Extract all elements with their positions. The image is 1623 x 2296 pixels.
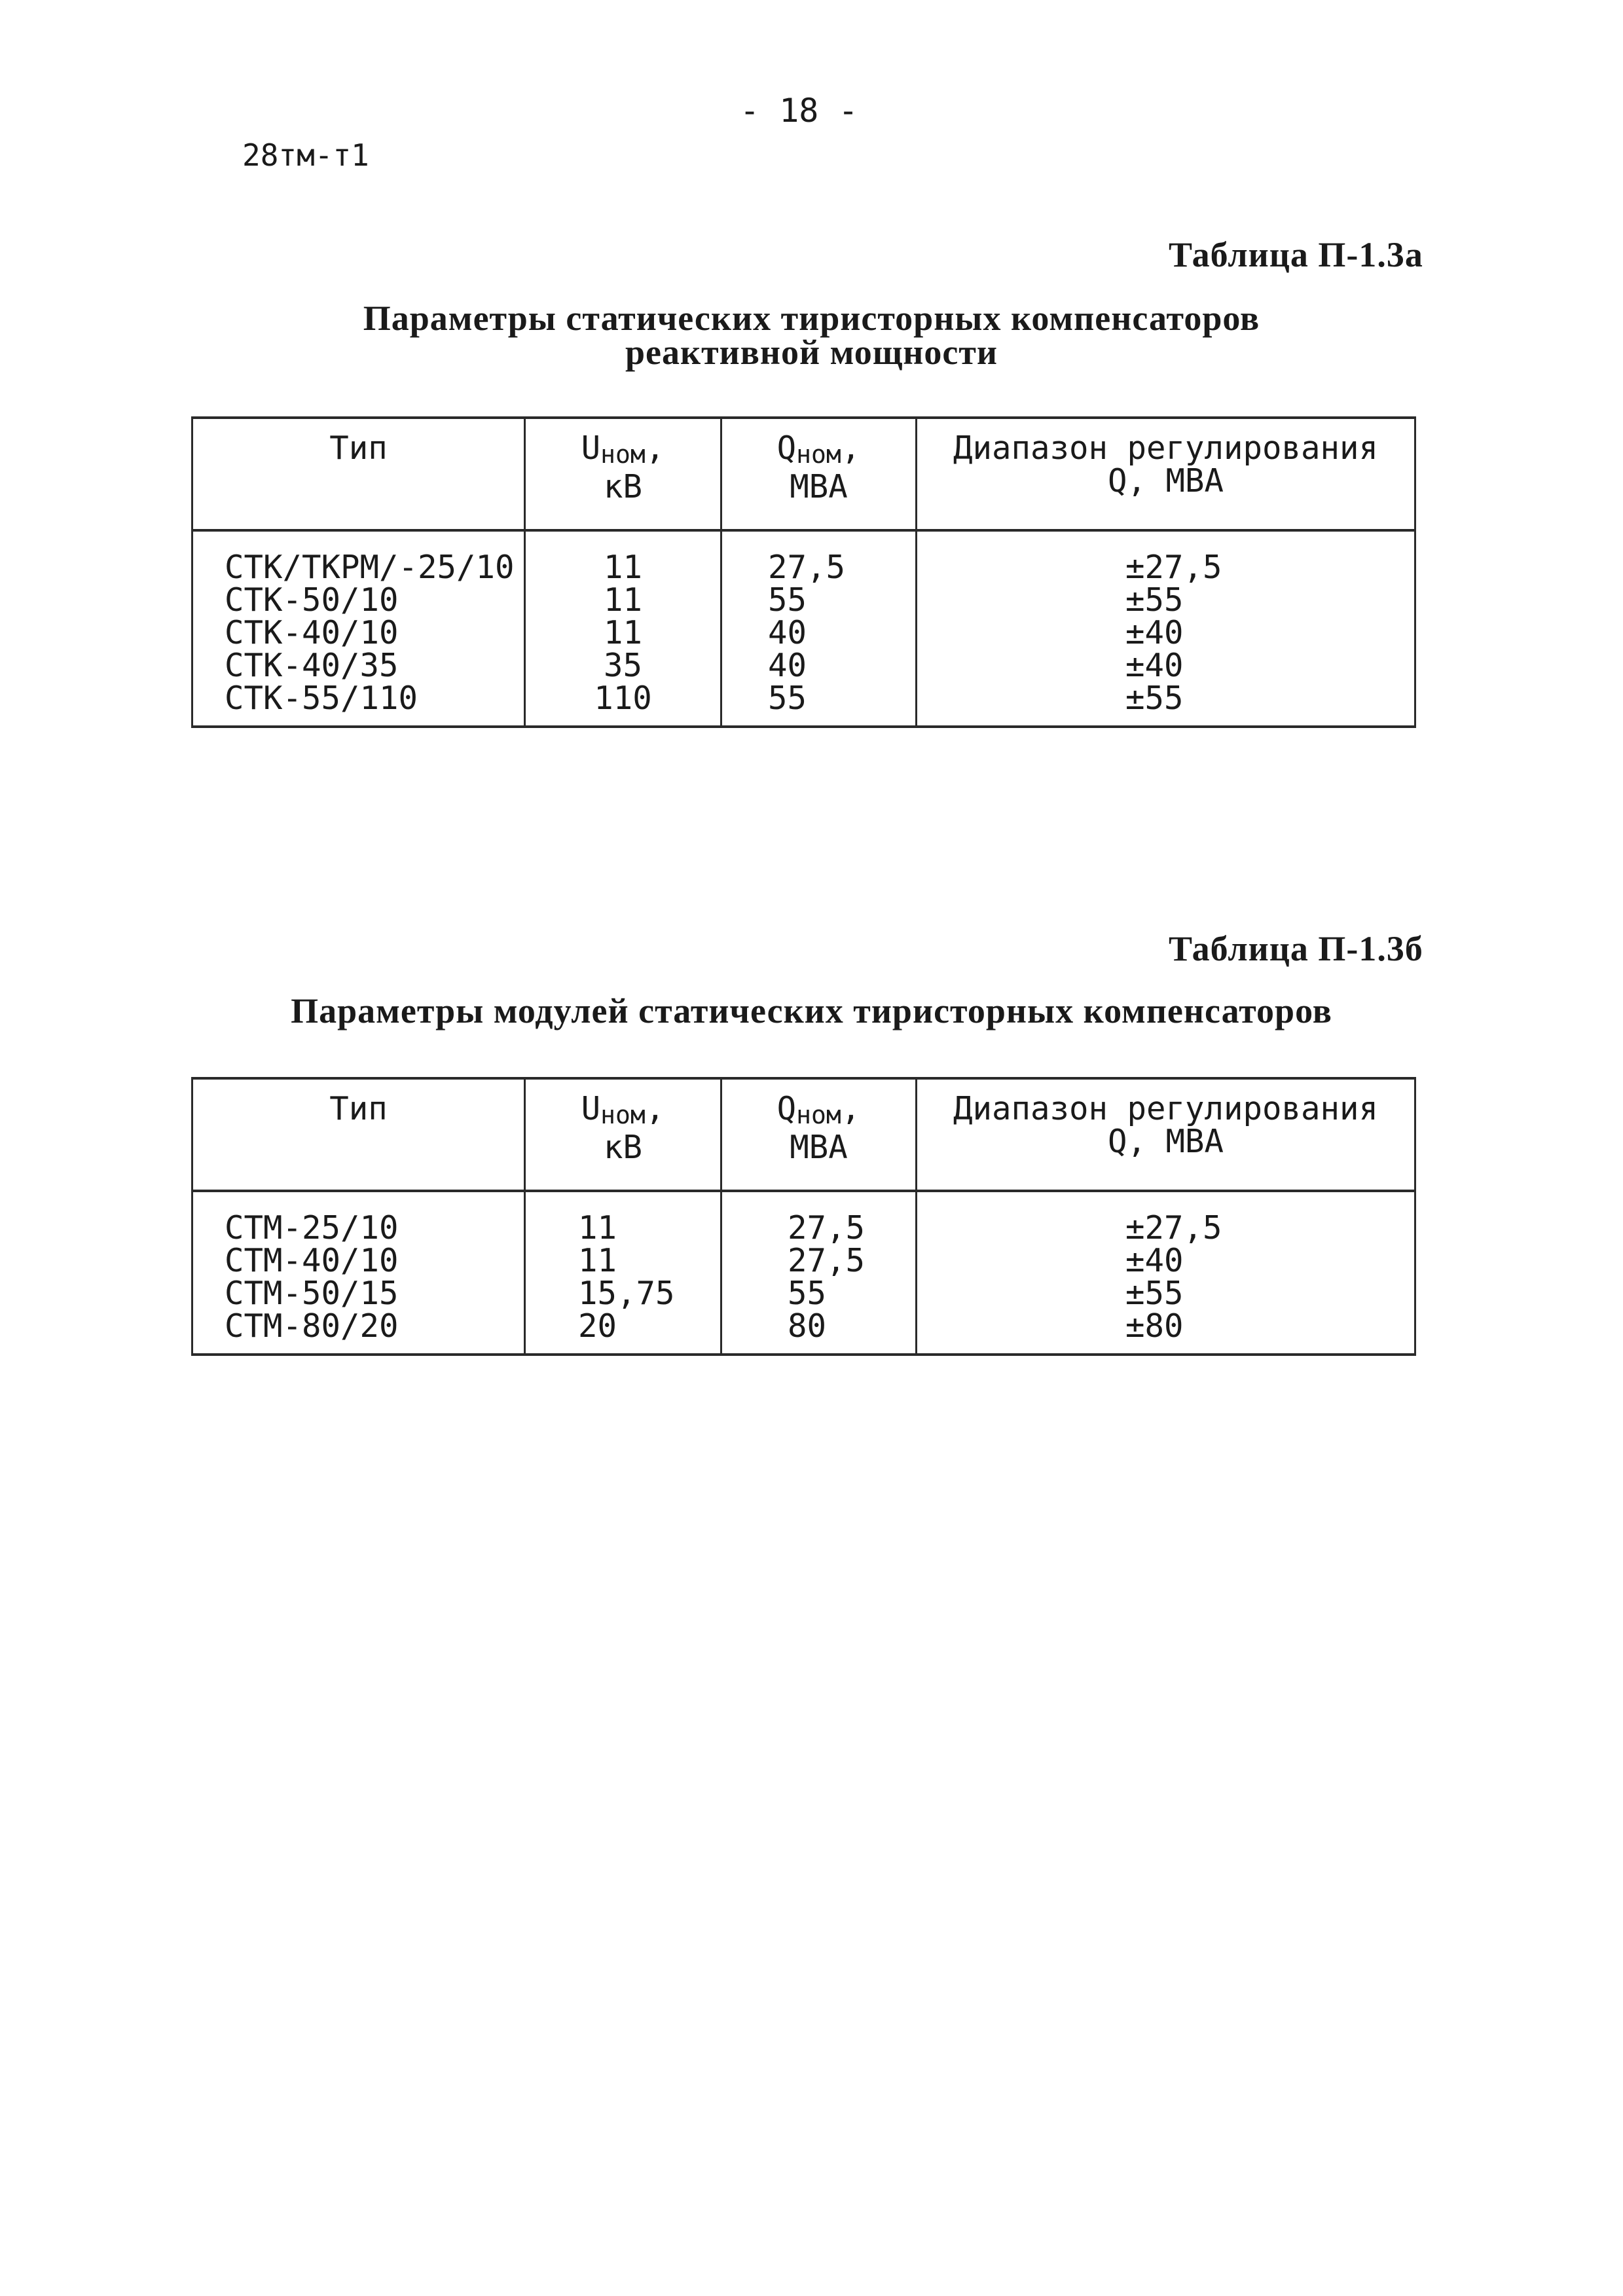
table-1-power-5: 55 — [768, 680, 807, 717]
table-1-range-cell — [917, 530, 1415, 727]
table-2-header-type: Тип — [192, 1078, 525, 1191]
table-2-power-4: 80 — [788, 1307, 827, 1345]
table-1-voltage-1: 11 — [603, 549, 642, 586]
voltage-symbol: U — [581, 1090, 601, 1127]
table-2-type-1: СТМ-25/10 — [225, 1209, 399, 1247]
table-2-type-2: СТМ-40/10 — [225, 1242, 399, 1279]
table-1-title-line-2: реактивной мощности — [625, 333, 998, 372]
power-symbol: Q — [776, 429, 797, 467]
table-2-label: Таблица П-1.3б — [1169, 929, 1423, 968]
table-1-type-4: СТК-40/35 — [225, 647, 399, 684]
voltage-subscript: ном — [600, 1101, 646, 1129]
voltage-unit: кВ — [603, 1129, 642, 1166]
table-1-range-1: ±27,5 — [1125, 549, 1222, 586]
table-1-header-range — [917, 418, 1415, 530]
voltage-unit: кВ — [603, 468, 642, 505]
table-2-type-3: СТМ-50/15 — [225, 1275, 399, 1312]
range-header-line-2: Q, МВА — [1107, 462, 1224, 500]
table-2-range-1: ±27,5 — [1125, 1209, 1222, 1247]
table-2-voltage-1: 11 — [578, 1209, 617, 1247]
table-1-type-3: СТК-40/10 — [225, 614, 399, 651]
table-1-title — [0, 299, 1623, 372]
table-2-type-4: СТМ-80/20 — [225, 1307, 399, 1345]
table-1-label: Таблица П-1.3а — [1169, 235, 1423, 274]
table-2-header-row — [192, 1078, 1415, 1191]
table-1-header-power: $Q_{ном}$, МВА — [721, 418, 917, 530]
table-2-power-2: 27,5 — [788, 1242, 866, 1279]
table-1-range-3: ±40 — [1125, 614, 1184, 651]
table-1-range-5: ±55 — [1125, 680, 1184, 717]
table-2-voltage-4: 20 — [578, 1307, 617, 1345]
table-1-type-2: СТК-50/10 — [225, 581, 399, 619]
range-header-line-1: Диапазон регулирования — [953, 1090, 1378, 1127]
table-1-type-cell — [192, 530, 525, 727]
table-1-range-2: ±55 — [1125, 581, 1184, 619]
table-1-power-1: 27,5 — [768, 549, 846, 586]
table-2-voltage-cell — [525, 1191, 721, 1355]
table-2-header-power: $Q_{ном}$, МВА — [721, 1078, 917, 1191]
table-2-header-voltage: $U_{ном}$, кВ — [525, 1078, 721, 1191]
table-1-voltage-3: 11 — [603, 614, 642, 651]
table-1-power-3: 40 — [768, 614, 807, 651]
power-subscript: ном — [796, 440, 841, 469]
table-1 — [191, 416, 1416, 728]
range-header-line-1: Диапазон регулирования — [953, 429, 1378, 467]
table-1-voltage-cell — [525, 530, 721, 727]
table-1-voltage-2: 11 — [603, 581, 642, 619]
table-1-type-5: СТК-55/110 — [225, 680, 418, 717]
table-1-voltage-5: 110 — [594, 680, 652, 717]
table-2-title — [0, 991, 1623, 1030]
table-1-header-type: Тип — [192, 418, 525, 530]
table-1-range-4: ±40 — [1125, 647, 1184, 684]
range-header-line-2: Q, МВА — [1107, 1123, 1224, 1160]
table-2-voltage-2: 11 — [578, 1242, 617, 1279]
document-code: 28тм-т1 — [242, 137, 369, 173]
table-1-power-4: 40 — [768, 647, 807, 684]
voltage-subscript: ном — [600, 440, 646, 469]
voltage-symbol: U — [581, 429, 601, 467]
table-2-voltage-3: 15,75 — [578, 1275, 675, 1312]
table-2-range-3: ±55 — [1125, 1275, 1184, 1312]
table-2-body-row — [192, 1191, 1415, 1355]
power-unit: МВА — [790, 468, 848, 505]
power-unit: МВА — [790, 1129, 848, 1166]
table-2-power-3: 55 — [788, 1275, 827, 1312]
table-1-body-row — [192, 530, 1415, 727]
table-2-header-range — [917, 1078, 1415, 1191]
table-2-title-line-1: Параметры модулей статических тиристорных компенсаторов — [291, 991, 1332, 1030]
table-2-range-cell — [917, 1191, 1415, 1355]
table-2 — [191, 1077, 1416, 1356]
table-1-voltage-4: 35 — [603, 647, 642, 684]
table-2-power-cell — [721, 1191, 917, 1355]
table-2-range-2: ±40 — [1125, 1242, 1184, 1279]
table-1-header-row — [192, 418, 1415, 530]
table-1-power-2: 55 — [768, 581, 807, 619]
page-number: - 18 - — [740, 92, 858, 130]
table-2-type-cell — [192, 1191, 525, 1355]
table-2-range-4: ±80 — [1125, 1307, 1184, 1345]
table-1-type-1: СТК/ТКРМ/-25/10 — [225, 549, 515, 586]
table-1-title-line-1: Параметры статических тиристорных компенсаторов — [363, 299, 1260, 338]
power-symbol: Q — [776, 1090, 797, 1127]
power-subscript: ном — [796, 1101, 841, 1129]
table-1-header-voltage: $U_{ном}$, кВ — [525, 418, 721, 530]
table-2-power-1: 27,5 — [788, 1209, 866, 1247]
table-1-power-cell — [721, 530, 917, 727]
